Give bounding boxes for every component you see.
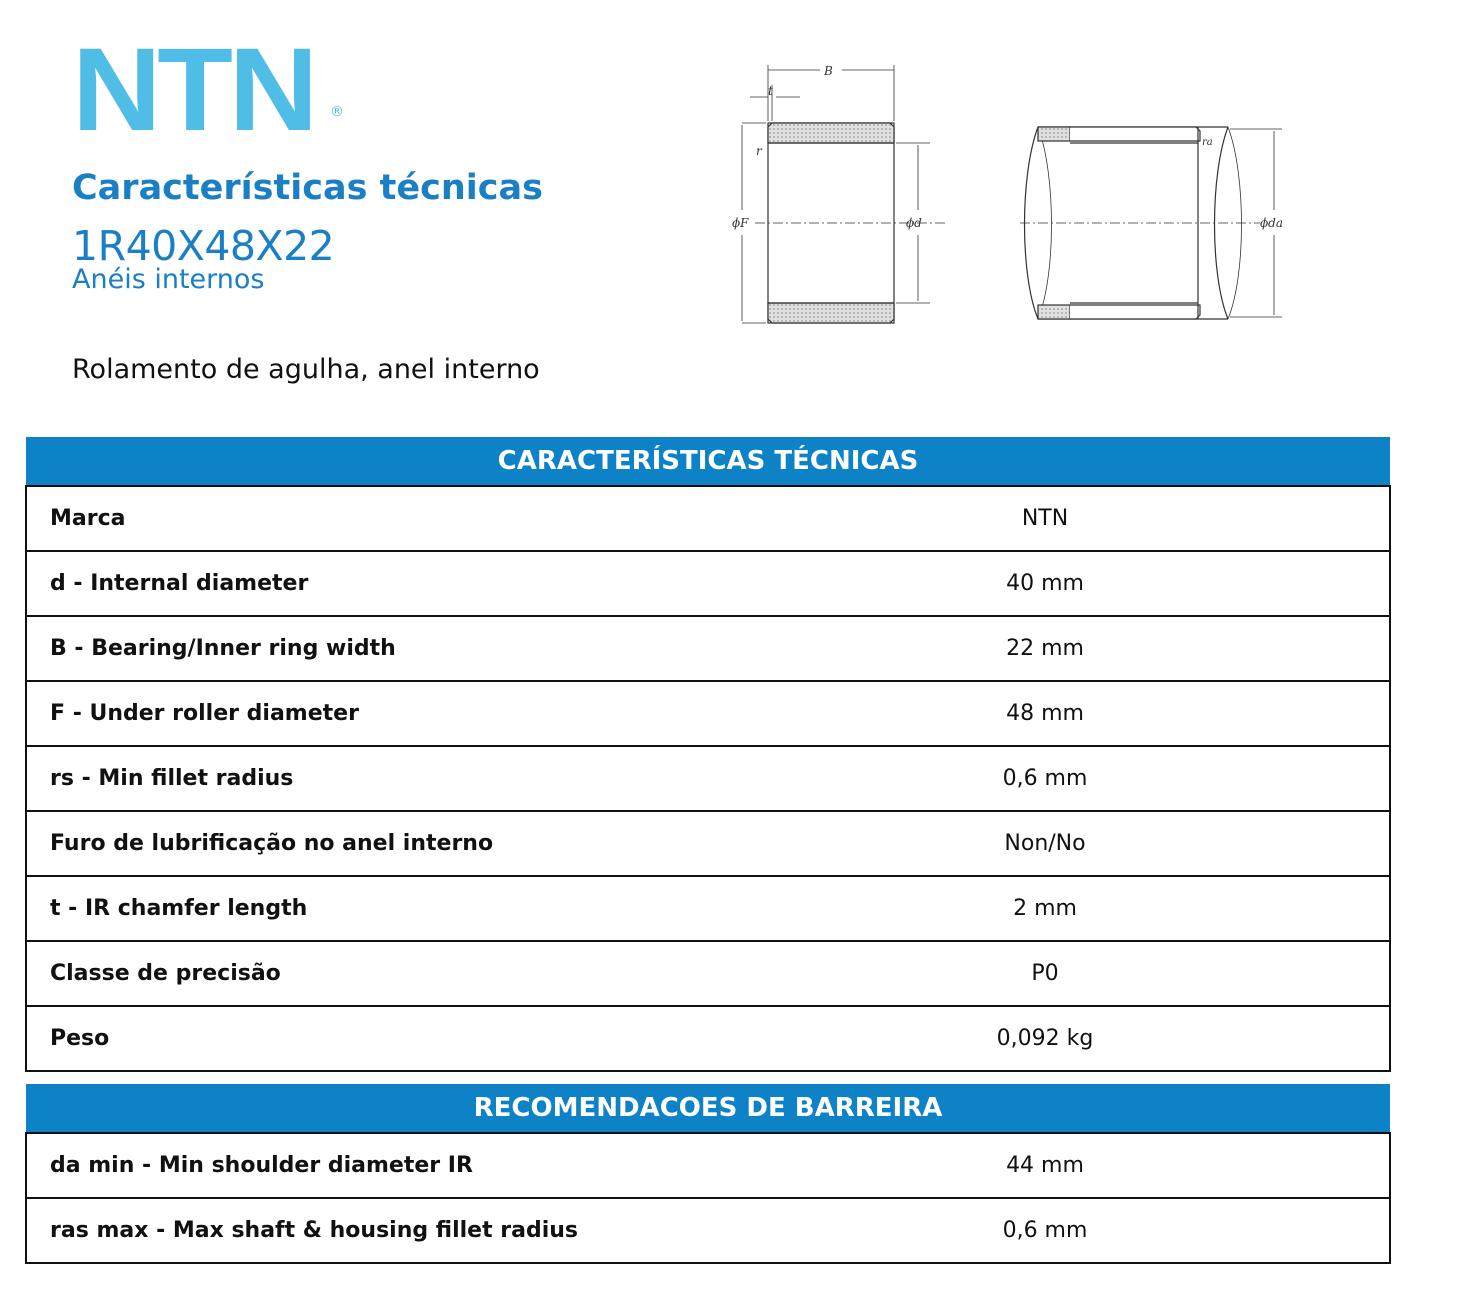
table-row bbox=[26, 1198, 1390, 1263]
table-row bbox=[26, 746, 1390, 811]
dim-label-d: ϕd bbox=[906, 216, 922, 230]
row-label: ras max - Max shaft & housing fillet radius bbox=[26, 1198, 701, 1263]
row-label: d - Internal diameter bbox=[26, 551, 701, 616]
table-row bbox=[26, 876, 1390, 941]
row-value: 2 mm bbox=[701, 876, 1390, 941]
table-row bbox=[26, 551, 1390, 616]
row-label: Marca bbox=[26, 486, 701, 551]
dim-label-b: B bbox=[824, 64, 833, 78]
product-category: Anéis internos bbox=[72, 264, 265, 295]
table-row bbox=[26, 811, 1390, 876]
ntn-logo: NTN ® bbox=[72, 24, 344, 156]
table-heading: RECOMENDACOES DE BARREIRA bbox=[26, 1084, 1390, 1133]
row-value: 48 mm bbox=[701, 681, 1390, 746]
row-value: 44 mm bbox=[701, 1133, 1390, 1198]
row-label: Classe de precisão bbox=[26, 941, 701, 1006]
barrier-recommendations-table bbox=[25, 1084, 1391, 1264]
dim-label-r: r bbox=[756, 144, 762, 158]
row-value: P0 bbox=[701, 941, 1390, 1006]
row-value: Non/No bbox=[701, 811, 1390, 876]
row-value: 0,6 mm bbox=[701, 746, 1390, 811]
row-label: F - Under roller diameter bbox=[26, 681, 701, 746]
row-label: da min - Min shoulder diameter IR bbox=[26, 1133, 701, 1198]
row-value: NTN bbox=[701, 486, 1390, 551]
row-label: rs - Min fillet radius bbox=[26, 746, 701, 811]
row-value: 22 mm bbox=[701, 616, 1390, 681]
row-label: t - IR chamfer length bbox=[26, 876, 701, 941]
dim-label-f: ϕF bbox=[732, 216, 749, 230]
row-label: Furo de lubrificação no anel interno bbox=[26, 811, 701, 876]
technical-drawing bbox=[720, 55, 1310, 345]
table-row bbox=[26, 486, 1390, 551]
table-heading: CARACTERÍSTICAS TÉCNICAS bbox=[26, 437, 1390, 486]
dim-label-ra: ra bbox=[1202, 137, 1213, 148]
dim-label-da: ϕda bbox=[1260, 216, 1284, 230]
table-row bbox=[26, 941, 1390, 1006]
table-row bbox=[26, 1133, 1390, 1198]
page-title: Características técnicas bbox=[72, 168, 543, 208]
product-description: Rolamento de agulha, anel interno bbox=[72, 354, 540, 385]
row-value: 0,6 mm bbox=[701, 1198, 1390, 1263]
product-code: 1R40X48X22 bbox=[72, 222, 335, 270]
dim-label-t: t bbox=[768, 84, 773, 98]
table-row bbox=[26, 681, 1390, 746]
row-value: 0,092 kg bbox=[701, 1006, 1390, 1071]
technical-characteristics-table bbox=[25, 437, 1391, 1072]
row-label: Peso bbox=[26, 1006, 701, 1071]
row-label: B - Bearing/Inner ring width bbox=[26, 616, 701, 681]
row-value: 40 mm bbox=[701, 551, 1390, 616]
table-row bbox=[26, 1006, 1390, 1071]
table-row bbox=[26, 616, 1390, 681]
